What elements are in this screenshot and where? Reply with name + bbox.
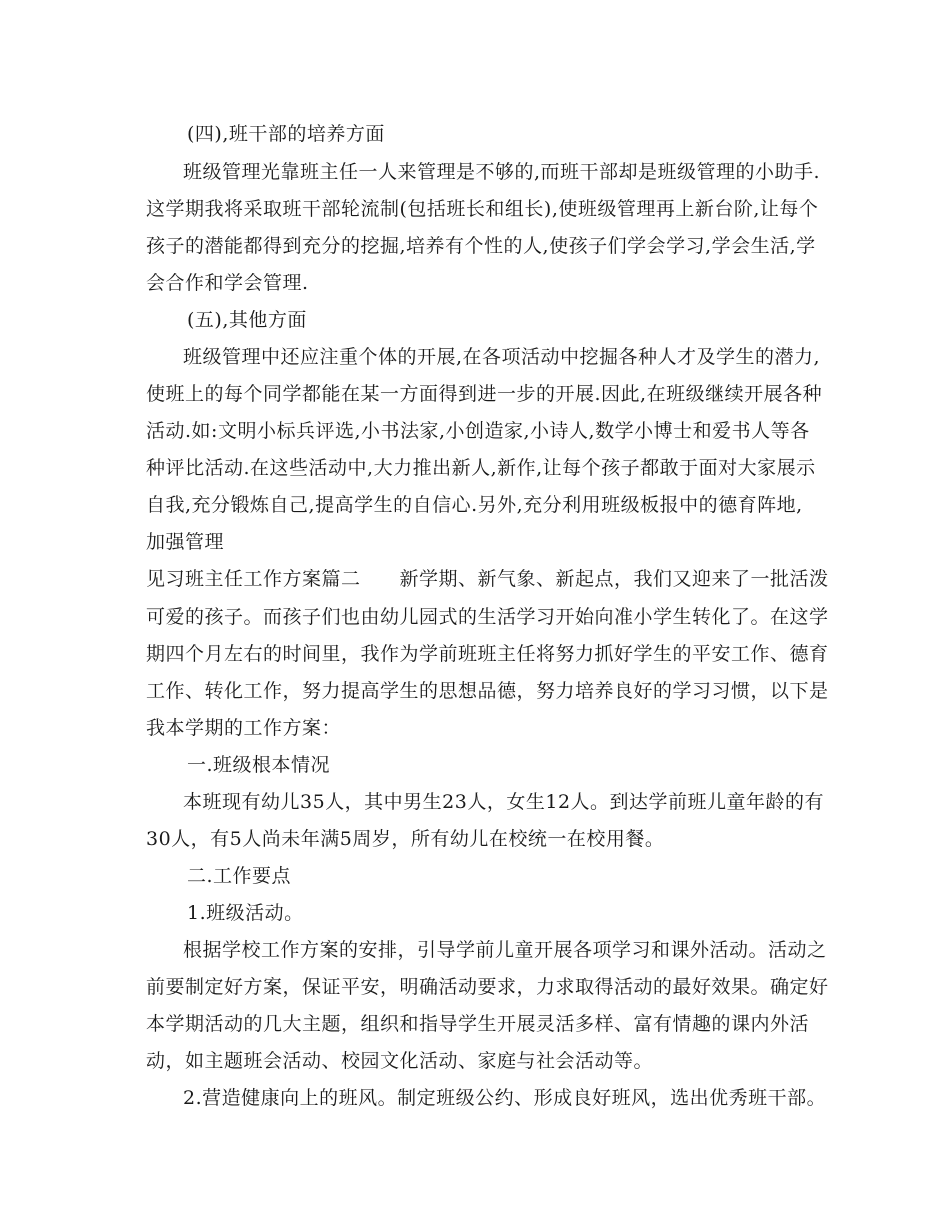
subheading-2: 2.营造健康向上的班风。制定班级公约、形成良好班风，选出优秀班干部。 <box>183 1087 827 1109</box>
paragraph-line: 工作、转化工作，努力提高学生的思想品德，努力培养良好的学习习惯，以下是 <box>146 680 829 702</box>
section-heading-4: (四),班干部的培养方面 <box>187 123 385 145</box>
paragraph-line: 动，如主题班会活动、校园文化活动、家庭与社会活动等。 <box>146 1050 654 1072</box>
paragraph-line: 可爱的孩子。而孩子们也由幼儿园式的生活学习开始向准小学生转化了。在这学 <box>146 606 829 628</box>
paragraph-line: 我本学期的工作方案： <box>146 717 342 739</box>
paragraph-line: 使班上的每个同学都能在某一方面得到进一步的开展.因此,在班级继续开展各种 <box>146 383 823 405</box>
section-heading-5: (五),其他方面 <box>187 309 307 331</box>
paragraph-line: 本学期活动的几大主题，组织和指导学生开展灵活多样、富有情趣的课内外活 <box>146 1013 810 1035</box>
paragraph-line: 自我,充分锻炼自己,提高学生的自信心.另外,充分利用班级板报中的德育阵地, <box>146 494 803 516</box>
section-title-part-2: 见习班主任工作方案篇二 新学期、新气象、新起点，我们又迎来了一批活泼 <box>146 568 829 590</box>
paragraph-line: 这学期我将采取班干部轮流制(包括班长和组长),使班级管理再上新台阶,让每个 <box>146 198 819 220</box>
paragraph-line: 本班现有幼儿35人，其中男生23人，女生12人。到达学前班儿童年龄的有 <box>183 791 825 813</box>
section-heading-2: 二.工作要点 <box>187 865 292 887</box>
paragraph-line: 30人，有5人尚未年满5周岁，所有幼儿在校统一在校用餐。 <box>146 828 665 850</box>
paragraph-line: 班级管理中还应注重个体的开展,在各项活动中挖掘各种人才及学生的潜力, <box>183 346 821 368</box>
paragraph-line: 班级管理光靠班主任一人来管理是不够的,而班干部却是班级管理的小助手. <box>183 161 821 183</box>
paragraph-line: 种评比活动.在这些活动中,大力推出新人,新作,让每个孩子都敢于面对大家展示 <box>146 457 816 479</box>
paragraph-line: 加强管理 <box>146 531 225 553</box>
paragraph-line: 根据学校工作方案的安排，引导学前儿童开展各项学习和课外活动。活动之 <box>183 939 827 961</box>
subheading-1: 1.班级活动。 <box>187 902 304 924</box>
paragraph-line: 期四个月左右的时间里，我作为学前班班主任将努力抓好学生的平安工作、德育 <box>146 643 829 665</box>
section-heading-1: 一.班级根本情况 <box>187 754 331 776</box>
paragraph-line: 孩子的潜能都得到充分的挖掘,培养有个性的人,使孩子们学会学习,学会生活,学 <box>146 235 816 257</box>
paragraph-line: 前要制定好方案，保证平安，明确活动要求，力求取得活动的最好效果。确定好 <box>146 976 829 998</box>
paragraph-line: 活动.如:文明小标兵评选,小书法家,小创造家,小诗人,数学小博士和爱书人等各 <box>146 420 810 442</box>
paragraph-line: 会合作和学会管理. <box>146 272 309 294</box>
